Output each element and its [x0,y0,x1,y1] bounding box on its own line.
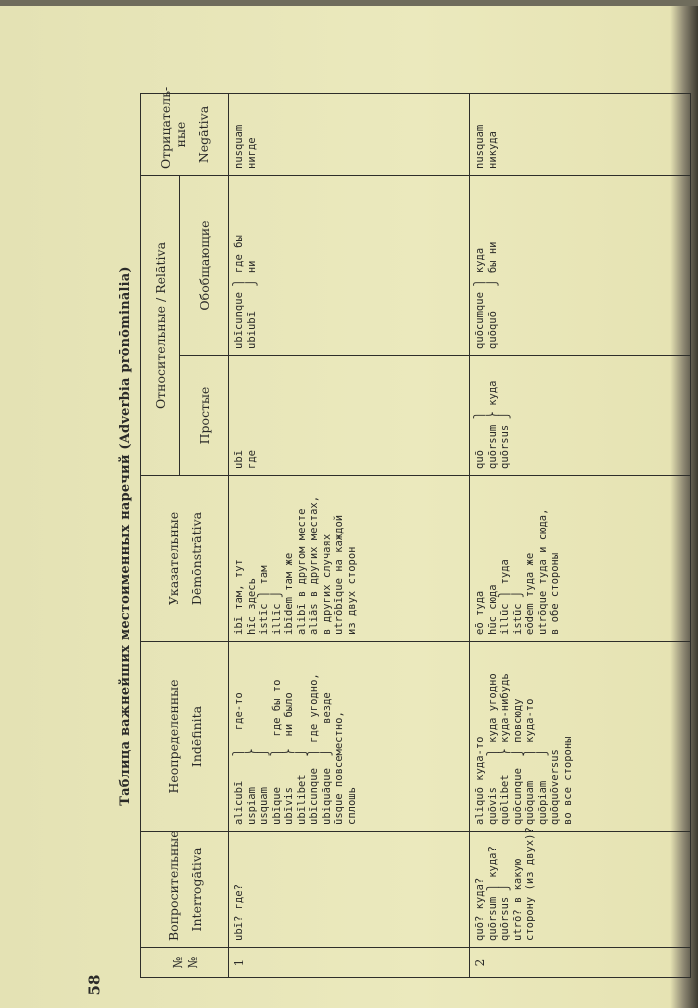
cell-relativa-general: quōcumque ⎫ куда quōquō ⎭ бы ни [470,176,691,356]
cell-relativa-simple: ubī где [229,356,470,476]
cell-indefinita: alicubī ⎫ где-то uspiam ⎬ usquam ⎭ ubīque ⎫ где бы то ubīvis ⎬ ни было ubīlibet ⎭ ubīcunque ⎫ где угодно, ubiquāque ⎭ везде ūsque повсеместно, сплошь [229,642,470,832]
header-la: Negātiva [196,105,211,164]
cell-interrogativa: quō? куда? quōrsum ⎫ куда? quōrsus ⎭ utrō? в какую сторону (из двух)? [470,832,691,948]
header-relativa: Относительные / Relātiva [141,176,180,476]
header-relativa-general: Обобщающие [180,176,229,356]
header-la: Indēfinita [188,705,204,768]
header-num: №№ [141,948,229,978]
cell-relativa-simple: quō ⎫ quōrsum ⎬ куда quōrsus ⎭ [470,356,691,476]
row-number: 1 [229,948,470,978]
header-relativa-simple: Простые [180,356,229,476]
header-ru: Отрицатель- ные [158,86,188,169]
header-ru: Вопросительные [165,830,181,941]
page-number: 58 [85,974,104,996]
header-la: Relātiva [152,241,168,294]
cell-demonstrativa: eō туда hūc сюда illūc ⎫ туда istūc ⎭ eōdem туда же utrōque туда и сюда, в обе стороны [470,476,691,642]
header-row [141,94,180,978]
header-demonstrativa [141,476,229,642]
rotated-page-content [112,86,692,978]
header-ru: Неопределенные [165,679,181,794]
table-row [229,94,470,978]
cell-relativa-general: ubīcunque ⎫ где бы ubiubī ⎭ ни [229,176,470,356]
cell-negativa: nusquam нигде [229,94,470,176]
cell-demonstrativa: ibī там, тут hīc здесь istīc ⎫ там illīc ⎭ ibīdem там же alibī в другом месте aliās в других местах, в других случаях utrōbīque на каждой из двух сторон [229,476,470,642]
row-number: 2 [470,948,691,978]
header-interrogativa [141,832,229,948]
table-title: Таблица важнейших местоименных наречий (Adverbia prōnōminālia) [118,266,133,806]
page-edge [0,0,698,6]
header-negativa [141,86,229,176]
header-la: Interrogātiva [188,847,204,932]
table-row [470,94,691,978]
header-la: Dēmōnstrātiva [188,511,204,606]
header-ru: Указательные [165,511,181,606]
cell-negativa: nusquam никуда [470,94,691,176]
cell-indefinita: aliquō куда-то quōvis ⎫ куда угодно quōlibet ⎬ куда-нибудь quōcunque ⎭ повсюду quōquam ⎫ куда-то quōpiam ⎭ quōquōversus во все стороны [470,642,691,832]
header-ru: Относительные [152,305,168,410]
adverbs-table [140,86,691,978]
cell-interrogativa: ubī? где? [229,832,470,948]
header-indefinita [141,642,229,832]
